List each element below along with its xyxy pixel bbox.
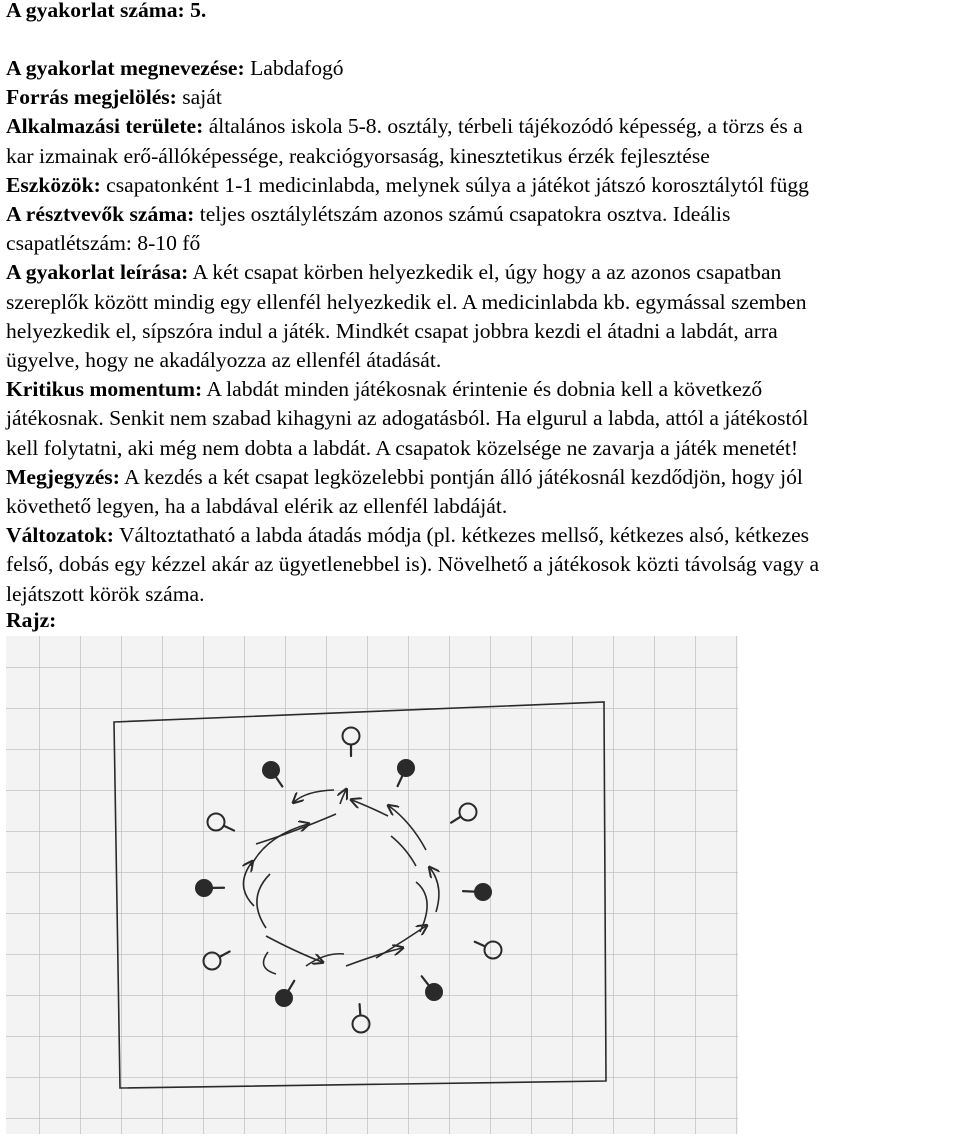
player-marker bbox=[263, 762, 279, 778]
exercise-number-line bbox=[6, 0, 206, 25]
text-line bbox=[6, 171, 819, 200]
grid-paper-sketch bbox=[6, 636, 738, 1134]
field-label: Kritikus momentum: bbox=[6, 377, 202, 401]
field-text: A kezdés a két csapat legközelebbi pontján álló játékosnál kezdődjön, hogy jól bbox=[120, 465, 803, 489]
text-line bbox=[6, 83, 819, 112]
field-text: kell folytatni, aki még nem dobta a labdát. A csapatok közelsége ne zavarja a játék menetét! bbox=[6, 436, 798, 460]
hand-drawn-diagram bbox=[6, 636, 738, 1134]
field-label: Forrás megjelölés: bbox=[6, 85, 177, 109]
field-text: általános iskola 5-8. osztály, térbeli tájékozódó képesség, a törzs és a bbox=[203, 114, 802, 138]
text-line bbox=[6, 550, 819, 579]
field-text: ügyelve, hogy ne akadályozza az ellenfél átadását. bbox=[6, 348, 441, 372]
field-label: Eszközök: bbox=[6, 173, 101, 197]
text-line bbox=[6, 346, 819, 375]
player-marker bbox=[426, 984, 442, 1000]
exercise-number-value: 5. bbox=[185, 0, 207, 22]
text-line bbox=[6, 112, 819, 141]
text-line bbox=[6, 317, 819, 346]
field-text: saját bbox=[177, 85, 222, 109]
text-line bbox=[6, 200, 819, 229]
field-text: csapatlétszám: 8-10 fő bbox=[6, 231, 200, 255]
text-line bbox=[6, 375, 819, 404]
field-label: A gyakorlat megnevezése: bbox=[6, 56, 245, 80]
field-text: felső, dobás egy kézzel akár az ügyetlenebbel is). Növelhető a játékosok közti távolság vagy a bbox=[6, 552, 819, 576]
exercise-number-label: A gyakorlat száma: bbox=[6, 0, 185, 22]
text-line bbox=[6, 229, 819, 258]
player-stick bbox=[360, 1004, 361, 1015]
field-text: követhető legyen, ha a labdával elérik az ellenfél labdáját. bbox=[6, 494, 507, 518]
text-line bbox=[6, 463, 819, 492]
exercise-description bbox=[6, 54, 819, 609]
field-text: szereplők között mindig egy ellenfél helyezkedik el. A medicinlabda kb. egymással szemben bbox=[6, 290, 807, 314]
field-text: Változtatható a labda átadás módja (pl. kétkezes mellső, kétkezes alsó, kétkezes bbox=[114, 523, 809, 547]
text-line bbox=[6, 288, 819, 317]
field-text: csapatonként 1-1 medicinlabda, melynek súlya a játékot játszó korosztálytól függ bbox=[101, 173, 809, 197]
player-marker bbox=[196, 880, 212, 896]
text-line bbox=[6, 142, 819, 171]
field-label: Változatok: bbox=[6, 523, 114, 547]
text-line bbox=[6, 54, 819, 83]
player-marker bbox=[475, 884, 491, 900]
text-line bbox=[6, 580, 819, 609]
text-line bbox=[6, 404, 819, 433]
field-text: kar izmainak erő-állóképessége, reakciógyorsaság, kinesztetikus érzék fejlesztése bbox=[6, 144, 710, 168]
field-label: Alkalmazási területe: bbox=[6, 114, 203, 138]
field-text: Labdafogó bbox=[245, 56, 344, 80]
field-text: játékosnak. Senkit nem szabad kihagyni az adogatásból. Ha elgurul a labda, attól a játékostól bbox=[6, 406, 808, 430]
field-text: A labdát minden játékosnak érintenie és dobnia kell a következő bbox=[202, 377, 762, 401]
text-line bbox=[6, 434, 819, 463]
drawing-label: Rajz: bbox=[6, 606, 56, 635]
field-label: A résztvevők száma: bbox=[6, 202, 194, 226]
field-label: A gyakorlat leírása: bbox=[6, 260, 188, 284]
text-line bbox=[6, 521, 819, 550]
text-line bbox=[6, 492, 819, 521]
field-text: helyezkedik el, sípszóra indul a játék. Mindkét csapat jobbra kezdi el átadni a labdát, arra bbox=[6, 319, 778, 343]
field-label: Megjegyzés: bbox=[6, 465, 120, 489]
text-line bbox=[6, 258, 819, 287]
field-text: A két csapat körben helyezkedik el, úgy hogy a az azonos csapatban bbox=[188, 260, 781, 284]
field-text: lejátszott körök száma. bbox=[6, 582, 204, 606]
player-marker bbox=[398, 760, 414, 776]
player-marker bbox=[276, 990, 292, 1006]
field-text: teljes osztálylétszám azonos számú csapatokra osztva. Ideális bbox=[194, 202, 730, 226]
